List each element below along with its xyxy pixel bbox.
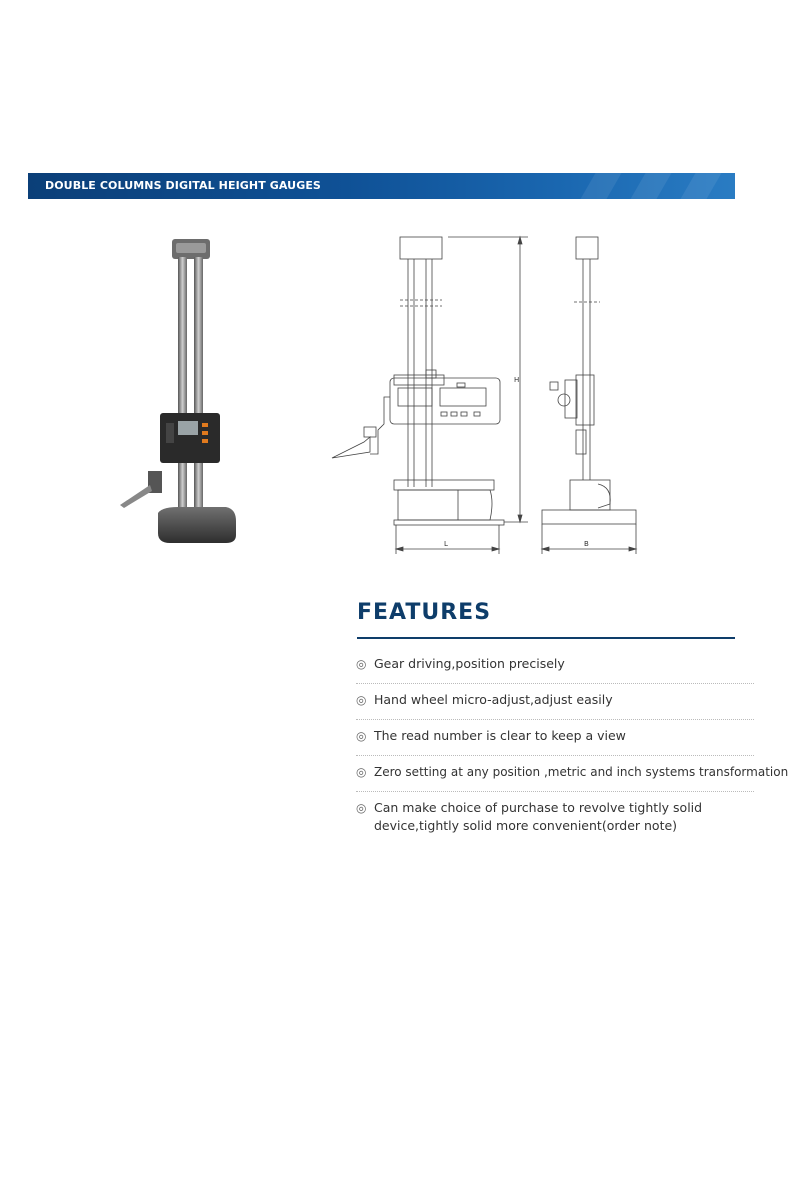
- features-heading: FEATURES: [357, 600, 492, 625]
- dimension-b-label: B: [584, 540, 589, 548]
- product-photo: [118, 235, 238, 547]
- feature-item: [356, 689, 754, 720]
- feature-item: [356, 725, 754, 756]
- section-banner: [28, 173, 735, 199]
- double-circle-icon: ◎: [356, 729, 367, 743]
- feature-text: The read number is clear to keep a view: [374, 728, 626, 743]
- dimension-h-label: H: [514, 376, 520, 384]
- banner-title: DOUBLE COLUMNS DIGITAL HEIGHT GAUGES: [45, 179, 321, 192]
- feature-list: [356, 653, 789, 850]
- feature-text: Hand wheel micro-adjust,adjust easily: [374, 692, 613, 707]
- features-divider: [357, 637, 735, 639]
- double-circle-icon: ◎: [356, 657, 367, 671]
- feature-text: Gear driving,position precisely: [374, 656, 565, 671]
- dimension-l-label: L: [444, 540, 448, 548]
- double-circle-icon: ◎: [356, 801, 367, 815]
- feature-item: [356, 653, 754, 684]
- feature-text: Zero setting at any position ,metric and inch systems transformation: [374, 765, 789, 779]
- double-circle-icon: ◎: [356, 693, 367, 707]
- double-circle-icon: ◎: [356, 765, 367, 779]
- feature-text: Can make choice of purchase to revolve tightly solid device,tightly solid more convenient(order note): [374, 800, 703, 833]
- feature-item: [356, 797, 754, 845]
- feature-item: [356, 761, 789, 792]
- technical-drawing: [328, 232, 643, 554]
